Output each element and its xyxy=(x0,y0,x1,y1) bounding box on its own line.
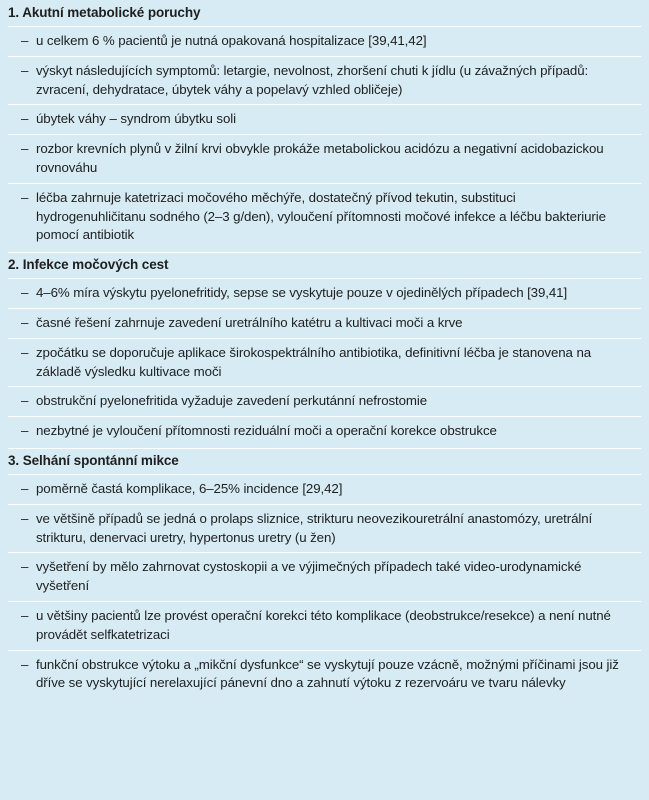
list-item xyxy=(8,650,641,699)
item-text: léčba zahrnuje katetrizaci močového měchýře, dostatečný přívod tekutin, substituci hydrogenuhličitanu sodného (2–3 g/den), vyloučení přítomnosti močové infekce a léčbu bakteriurie pomocí antibiotik xyxy=(36,189,606,243)
list-item xyxy=(8,26,641,56)
dash-bullet: – xyxy=(21,607,29,623)
section-heading: 3. Selhání spontánní mikce xyxy=(8,448,641,470)
item-text: časné řešení zahrnuje zavedení uretrálního katétru a kultivaci moči a krve xyxy=(36,314,463,330)
list-item xyxy=(8,104,641,134)
list-item xyxy=(8,552,641,601)
item-list xyxy=(8,26,641,250)
list-item xyxy=(8,308,641,338)
dash-bullet: – xyxy=(21,62,29,78)
section-urinary-infection xyxy=(8,252,641,446)
item-text: úbytek váhy – syndrom úbytku soli xyxy=(36,111,236,127)
dash-bullet: – xyxy=(21,314,29,330)
item-text: u většiny pacientů lze provést operační korekci této komplikace (deobstrukce/resekce) a není nutné provádět selfkatetrizaci xyxy=(36,607,611,642)
dash-bullet: – xyxy=(21,510,29,526)
dash-bullet: – xyxy=(21,480,29,496)
list-item xyxy=(8,504,641,553)
dash-bullet: – xyxy=(21,344,29,360)
item-text: zpočátku se doporučuje aplikace širokospektrálního antibiotika, definitivní léčba je stanovena na základě výsledku kultivace moči xyxy=(36,344,592,379)
item-text: poměrně častá komplikace, 6–25% incidence [29,42] xyxy=(36,480,343,496)
item-text: vyšetření by mělo zahrnovat cystoskopii a ve výjimečných případech také video-urodynamické vyšetření xyxy=(36,559,582,594)
dash-bullet: – xyxy=(21,141,29,157)
dash-bullet: – xyxy=(21,285,29,301)
item-text: obstrukční pyelonefritida vyžaduje zavedení perkutánní nefrostomie xyxy=(36,393,428,409)
dash-bullet: – xyxy=(21,393,29,409)
list-item xyxy=(8,601,641,650)
section-voiding-failure xyxy=(8,448,641,698)
list-item xyxy=(8,338,641,387)
list-item xyxy=(8,56,641,105)
item-list xyxy=(8,474,641,698)
item-text: nezbytné je vyloučení přítomnosti reziduální moči a operační korekce obstrukce xyxy=(36,423,497,439)
item-text: ve většině případů se jedná o prolaps sliznice, strikturu neovezikouretrální anastomózy, uretrální strikturu, denervaci uretry, hypertonus uretry (u žen) xyxy=(36,510,593,545)
list-item xyxy=(8,278,641,308)
item-text: výskyt následujících symptomů: letargie, nevolnost, zhoršení chuti k jídlu (u závažných případů: zvracení, dehydratace, úbytek váhy a popelavý vzhled obličeje) xyxy=(36,62,589,97)
item-text: funkční obstrukce výtoku a „mikční dysfunkce“ se vyskytují pouze vzácně, možnými příčinami jsou již dříve se vyskytující nerelaxující pánevní dno a zahnutí výtoku z rezervoáru ve tvaru nálevky xyxy=(36,656,619,691)
list-item xyxy=(8,134,641,183)
dash-bullet: – xyxy=(21,111,29,127)
item-list xyxy=(8,278,641,446)
dash-bullet: – xyxy=(21,33,29,48)
list-item xyxy=(8,183,641,250)
section-heading: 2. Infekce močových cest xyxy=(8,252,641,274)
item-text: rozbor krevních plynů v žilní krvi obvykle prokáže metabolickou acidózu a negativní acidobazickou rovnováhu xyxy=(36,141,604,175)
section-heading: 1. Akutní metabolické poruchy xyxy=(8,5,201,20)
list-item xyxy=(8,416,641,446)
item-text: 4–6% míra výskytu pyelonefritidy, sepse se vyskytuje pouze v ojedinělých případech [39,41] xyxy=(36,285,568,301)
item-text: u celkem 6 % pacientů je nutná opakovaná hospitalizace [39,41,42] xyxy=(36,33,427,48)
list-item xyxy=(8,474,641,504)
list-item xyxy=(8,386,641,416)
dash-bullet: – xyxy=(21,189,29,205)
dash-bullet: – xyxy=(21,423,29,439)
section-metabolic xyxy=(8,4,641,250)
dash-bullet: – xyxy=(21,656,29,672)
dash-bullet: – xyxy=(21,559,29,575)
